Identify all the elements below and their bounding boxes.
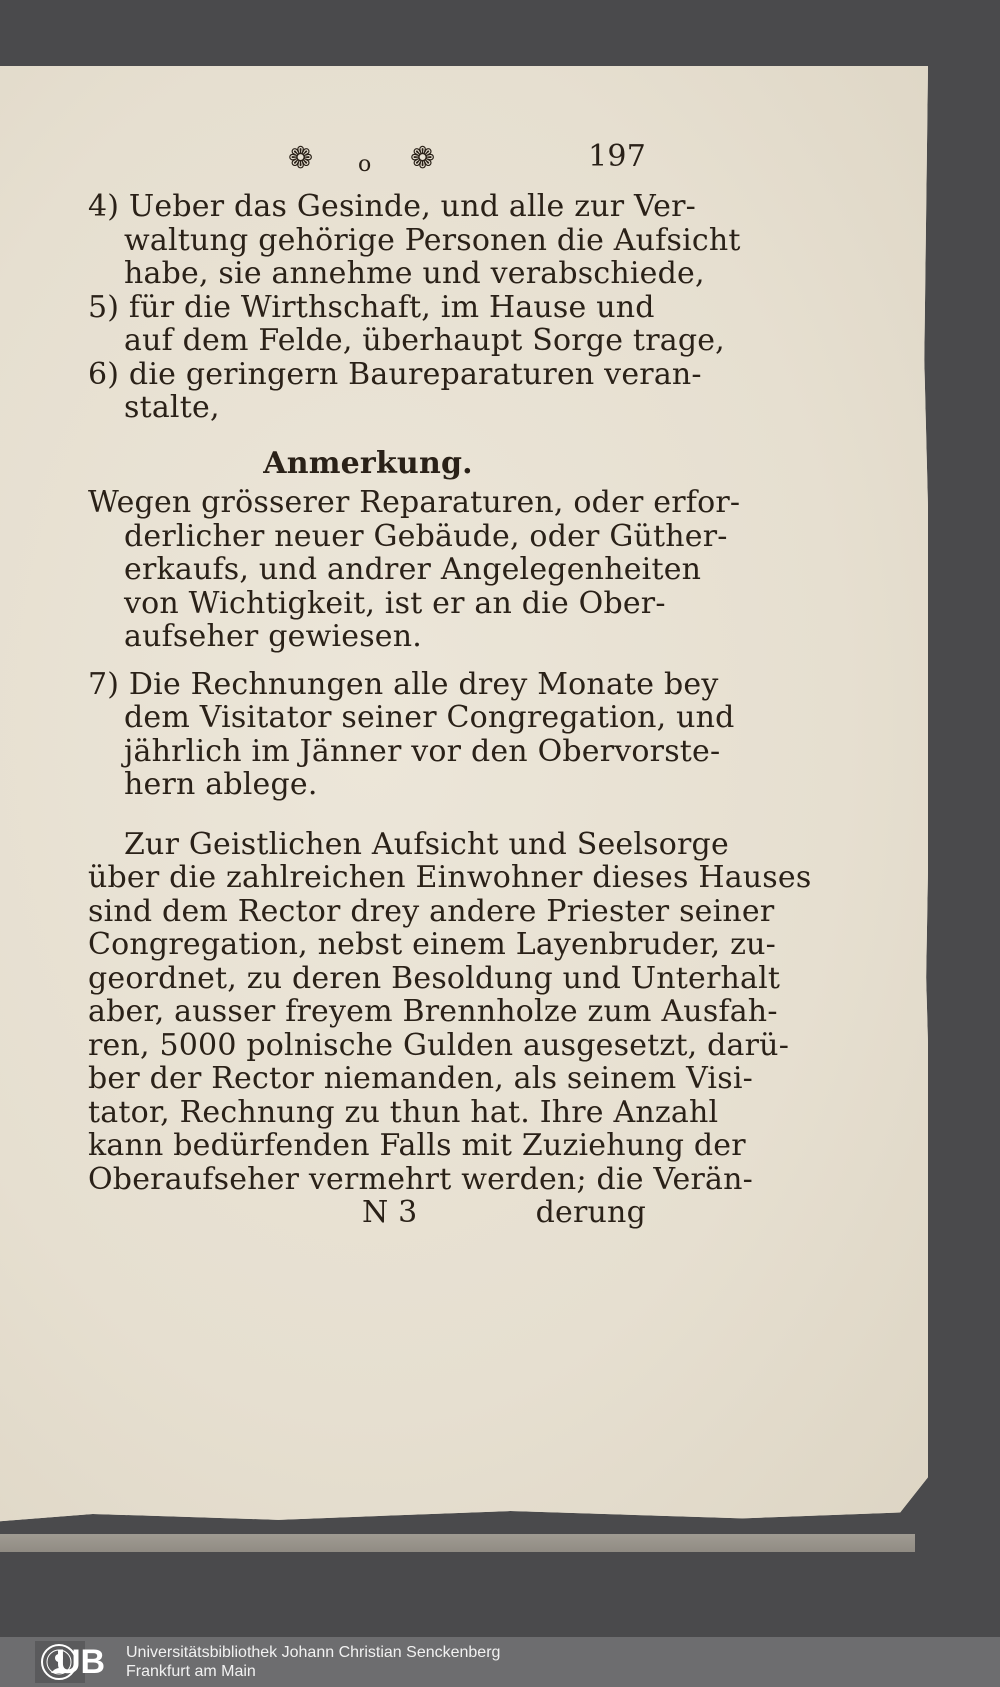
text-line: ber der Rector niemanden, als seinem Visi- bbox=[88, 1061, 753, 1096]
text-line: Zur Geistlichen Aufsicht und Seelsorge bbox=[124, 826, 729, 862]
library-footer-bar bbox=[0, 1637, 1000, 1687]
text-line: aufseher gewiesen. bbox=[124, 619, 423, 654]
text-line: erkaufs, und andrer Angelegenheiten bbox=[124, 552, 702, 587]
page-edge-shadow bbox=[0, 1534, 915, 1552]
text-line: kann bedürfenden Falls mit Zuziehung der bbox=[88, 1128, 746, 1163]
institution-line-2: Frankfurt am Main bbox=[126, 1663, 256, 1680]
text-line: 5) für die Wirthschaft, im Hause und bbox=[88, 289, 655, 325]
ornament-circle-icon: o bbox=[358, 152, 372, 177]
text-line: derlicher neuer Gebäude, oder Güther- bbox=[124, 518, 728, 554]
text-line: waltung gehörige Personen die Aufsicht bbox=[124, 222, 741, 258]
text-line: Oberaufseher vermehrt werden; die Verän- bbox=[88, 1161, 753, 1197]
page-header bbox=[88, 140, 648, 184]
text-line: auf dem Felde, überhaupt Sorge trage, bbox=[124, 323, 725, 358]
signature-mark: N 3 bbox=[362, 1195, 418, 1230]
text-line: ren, 5000 polnische Gulden ausgesetzt, darü- bbox=[88, 1027, 790, 1063]
list-item-7 bbox=[88, 666, 735, 802]
spacer bbox=[88, 802, 648, 828]
text-line: 6) die geringern Baureparaturen veran- bbox=[88, 356, 702, 392]
text-line: Wegen grösserer Reparaturen, oder erfor- bbox=[88, 485, 741, 520]
text-line: aber, ausser freyem Brennholze zum Ausfah- bbox=[88, 994, 778, 1029]
ornament-flower-icon: ❁ bbox=[410, 141, 436, 176]
spacer bbox=[88, 654, 648, 668]
text-line: jährlich im Jänner vor den Obervorste- bbox=[124, 733, 721, 769]
text-line: tator, Rechnung zu thun hat. Ihre Anzahl bbox=[88, 1094, 719, 1130]
page-number: 197 bbox=[588, 139, 646, 174]
catchword: derung bbox=[535, 1195, 646, 1230]
ornament-flower-icon: ❁ bbox=[288, 141, 314, 176]
text-line: stalte, bbox=[124, 390, 220, 425]
library-logo-text: UB bbox=[56, 1643, 106, 1681]
page-text bbox=[88, 139, 812, 1232]
institution-name bbox=[126, 1643, 500, 1681]
institution-line-1: Universitätsbibliothek Johann Christian Senckenberg bbox=[126, 1644, 501, 1661]
text-line: hern ablege. bbox=[124, 767, 318, 802]
text-line: über die zahlreichen Einwohner dieses Hauses bbox=[88, 860, 812, 895]
note-paragraph bbox=[88, 485, 741, 654]
text-line: sind dem Rector drey andere Priester seiner bbox=[88, 893, 775, 929]
text-line: 7) Die Rechnungen alle drey Monate bey bbox=[88, 666, 719, 702]
list-items-4-6 bbox=[88, 189, 741, 425]
text-line: von Wichtigkeit, ist er an die Ober- bbox=[124, 585, 666, 621]
text-line: geordnet, zu deren Besoldung und Unterhalt bbox=[88, 960, 781, 996]
text-line: Congregation, nebst einem Layenbruder, zu- bbox=[88, 927, 776, 962]
section-heading: Anmerkung. bbox=[263, 445, 473, 481]
text-line: 4) Ueber das Gesinde, und alle zur Ver- bbox=[88, 189, 696, 224]
text-line: dem Visitator seiner Congregation, und bbox=[124, 700, 735, 735]
body-paragraph bbox=[88, 826, 812, 1197]
page-footer bbox=[88, 1196, 648, 1232]
text-line: habe, sie annehme und verabschiede, bbox=[124, 256, 705, 291]
